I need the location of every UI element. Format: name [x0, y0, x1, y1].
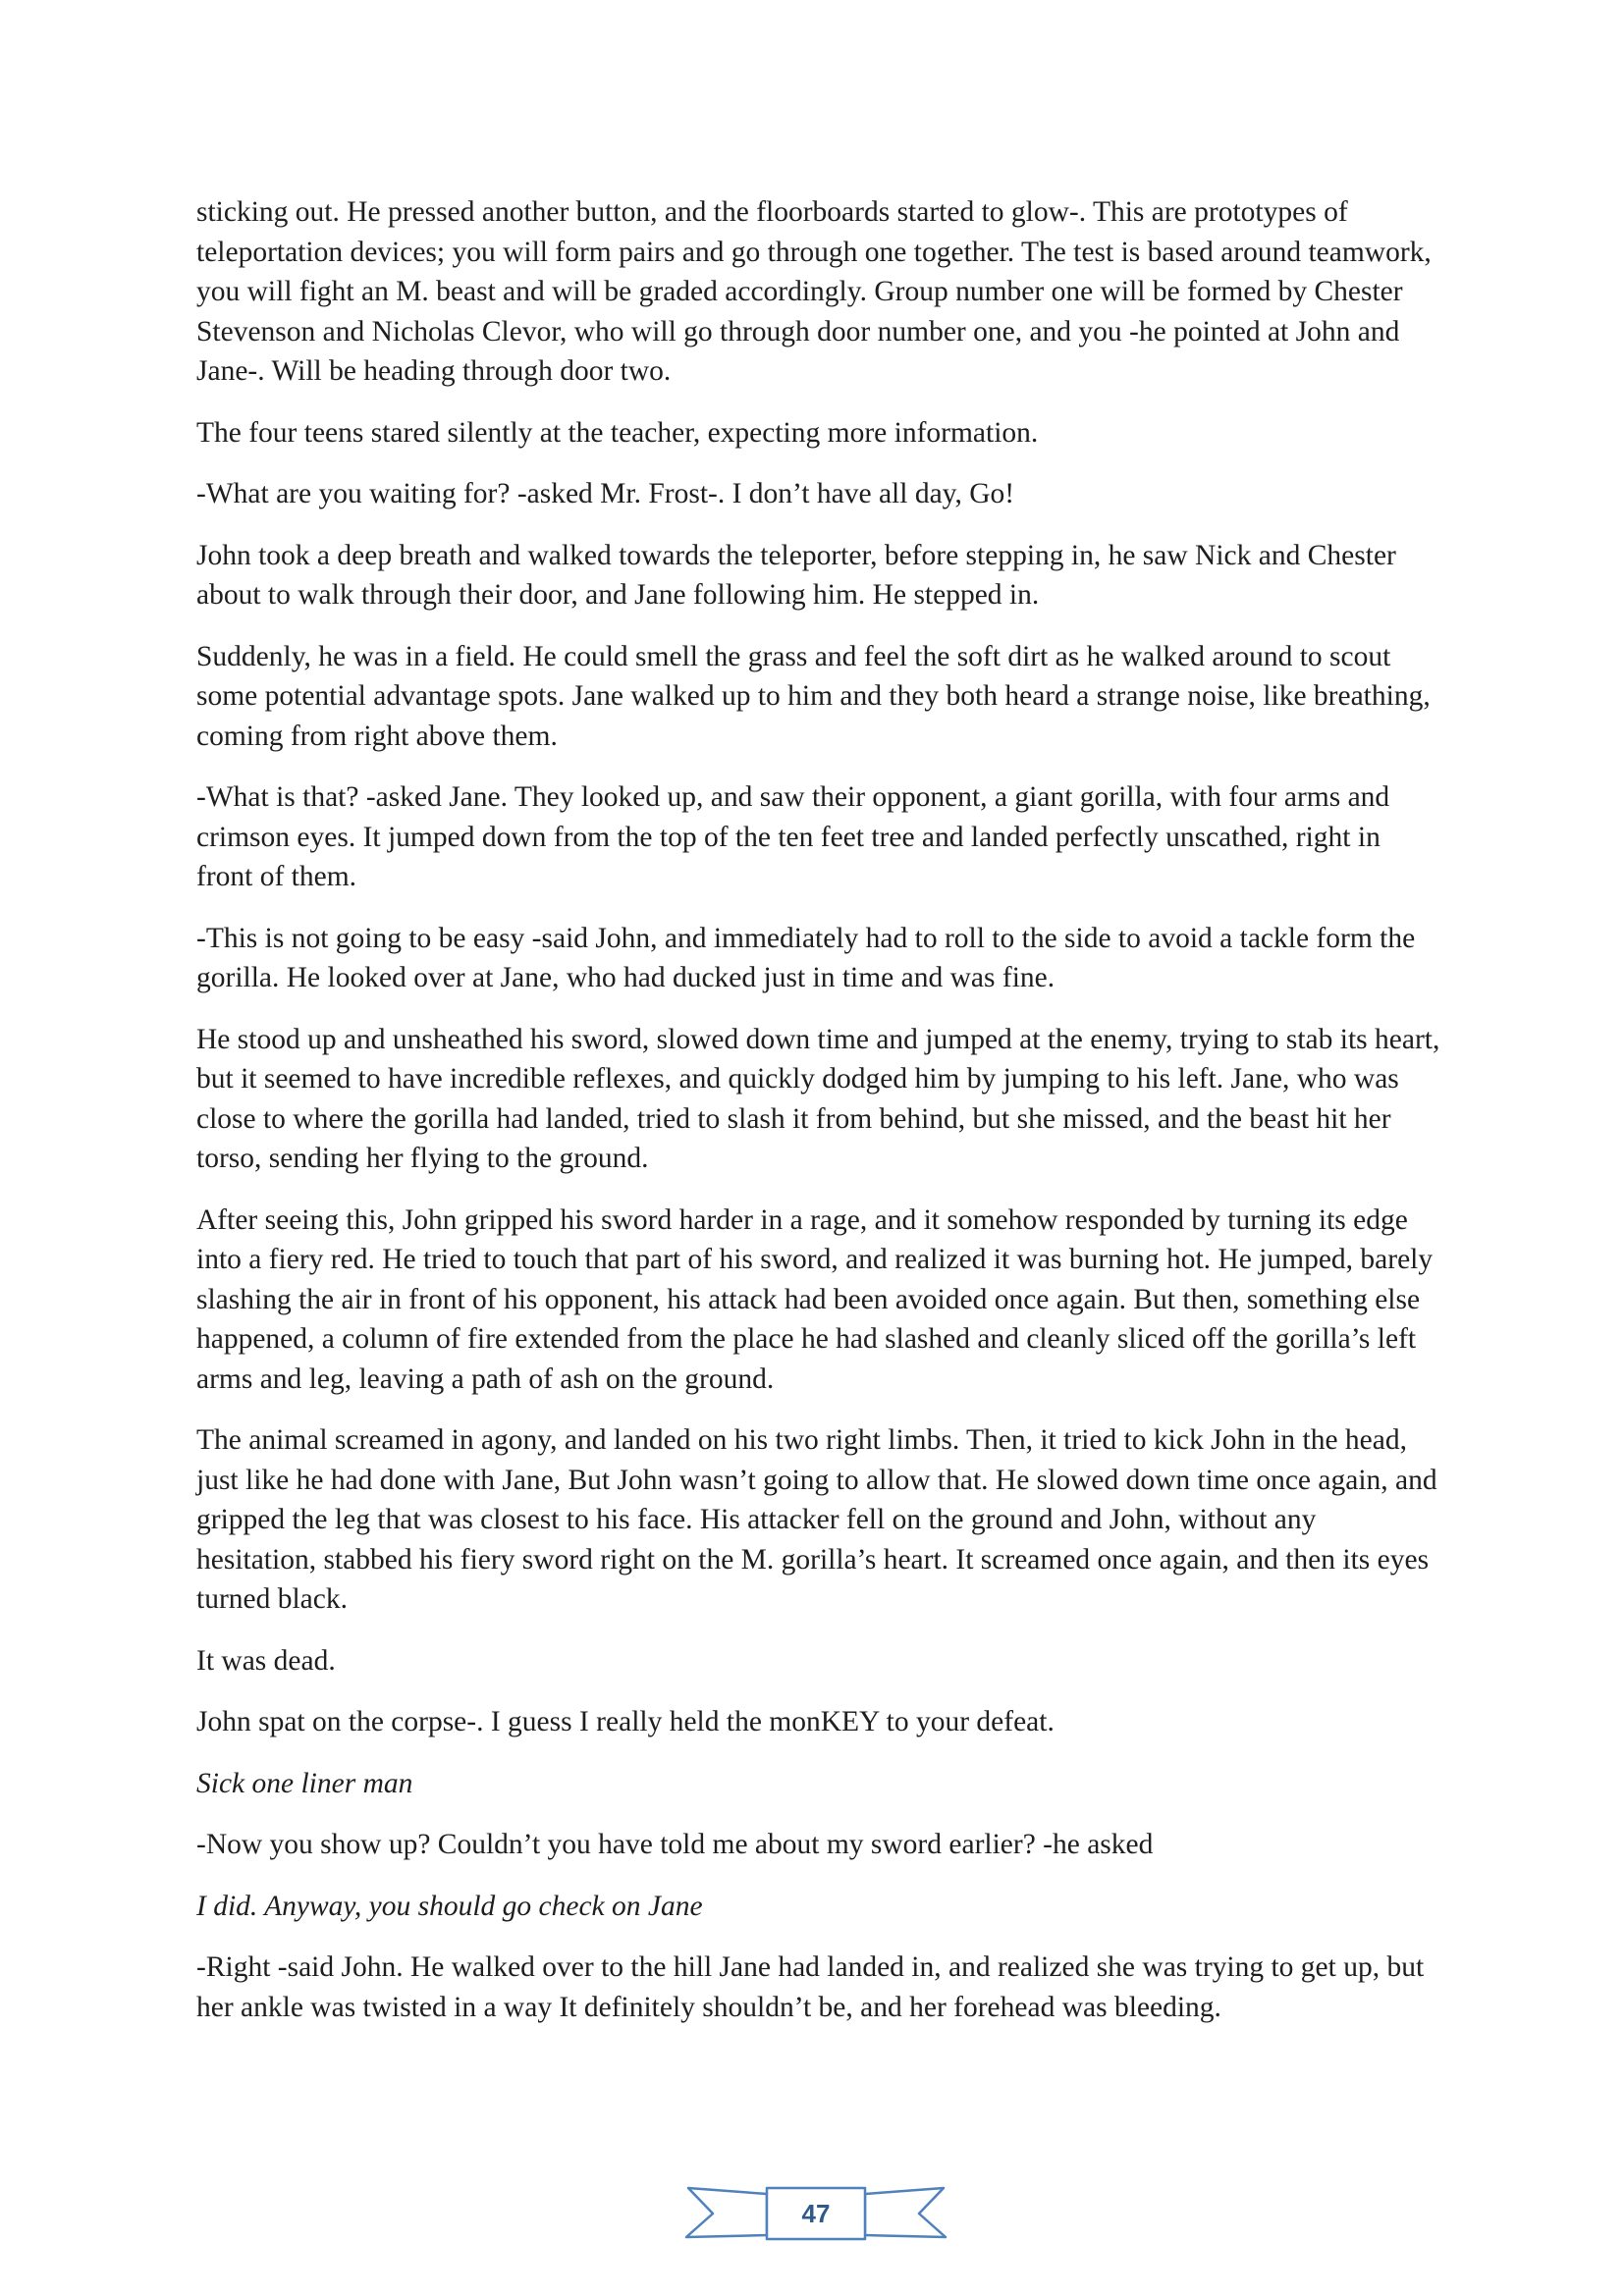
- page-body: [196, 192, 1441, 2049]
- paragraph: -This is not going to be easy -said John, and immediately had to roll to the side to avoid a tackle form the gorilla. He looked over at Jane, who had ducked just in time and was fine.: [196, 922, 1416, 993]
- paragraph: John spat on the corpse-. I guess I really held the monKEY to your defeat.: [196, 1706, 1055, 1737]
- paragraph: After seeing this, John gripped his sword harder in a rage, and it somehow responded by turning its edge into a fiery red. He tried to touch that part of his sword, and realized it was burning hot. He jumped, barely slashing the air in front of his opponent, his attack had been avoided once again. But then, something else happened, a column of fire extended from the place he had slashed and cleanly sliced off the gorilla’s left arms and leg, leaving a path of ash on the ground.: [196, 1203, 1434, 1395]
- paragraph: -Right -said John. He walked over to the hill Jane had landed in, and realized she was trying to get up, but her ankle was twisted in a way It definitely shouldn’t be, and her forehead was bleeding.: [196, 1951, 1425, 2023]
- paragraph: Suddenly, he was in a field. He could smell the grass and feel the soft dirt as he walked around to scout some potential advantage spots. Jane walked up to him and they both heard a strange noise, like breathing, coming from right above them.: [196, 640, 1431, 752]
- thought-line: I did. Anyway, you should go check on Jane: [196, 1890, 703, 1922]
- paragraph: sticking out. He pressed another button, and the floorboards started to glow-. This are prototypes of teleportation devices; you will form pairs and go through one together. The test is based around teamwork, you will fight an M. beast and will be graded accordingly. Group number one will be formed by Chester Stevenson and Nicholas Clevor, who will go through door number one, and you -he pointed at John and Jane-. Will be heading through door two.: [196, 196, 1432, 387]
- paragraph: It was dead.: [196, 1644, 336, 1677]
- thought-line: Sick one liner man: [196, 1767, 413, 1799]
- page-footer: [669, 2166, 963, 2265]
- paragraph: The four teens stared silently at the teacher, expecting more information.: [196, 416, 1039, 449]
- paragraph: The animal screamed in agony, and landed on his two right limbs. Then, it tried to kick John in the head, just like he had done with Jane, But John wasn’t going to allow that. He slowed down time once again, and gripped the leg that was closest to his face. His attacker fell on the ground and John, without any hesitation, stabbed his fiery sword right on the M. gorilla’s heart. It screamed once again, and then its eyes turned black.: [196, 1424, 1437, 1615]
- paragraph: -Now you show up? Couldn’t you have told me about my sword earlier? -he asked: [196, 1829, 1154, 1860]
- paragraph: -What are you waiting for? -asked Mr. Frost-. I don’t have all day, Go!: [196, 478, 1015, 509]
- paragraph: John took a deep breath and walked towards the teleporter, before stepping in, he saw Nick and Chester about to walk through their door, and Jane following him. He stepped in.: [196, 539, 1396, 611]
- paragraph: He stood up and unsheathed his sword, slowed down time and jumped at the enemy, trying to stab its heart, but it seemed to have incredible reflexes, and quickly dodged him by jumping to his left. Jane, who was close to where the gorilla had landed, tried to slash it from behind, but she missed, and the beast hit her torso, sending her flying to the ground.: [196, 1023, 1440, 1174]
- paragraph: -What is that? -asked Jane. They looked up, and saw their opponent, a giant gorilla, with four arms and crimson eyes. It jumped down from the top of the ten feet tree and landed perfectly unscathed, right in front of them.: [196, 781, 1390, 892]
- page-number: 47: [801, 2199, 831, 2228]
